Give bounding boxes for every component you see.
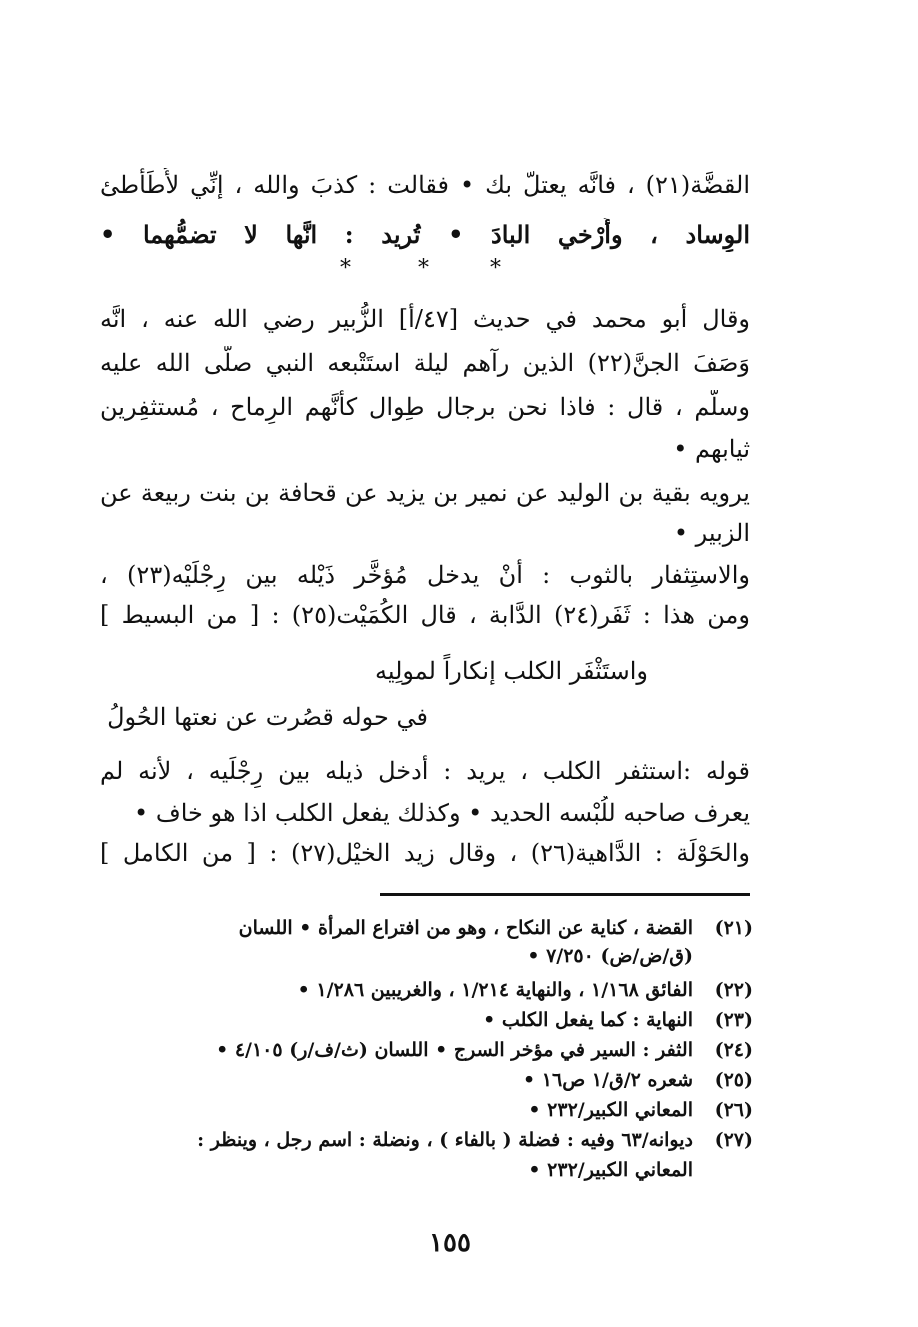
footnote-number: (٢٥) bbox=[714, 1069, 753, 1091]
footnote-text: المعاني الكبير/٢٣٢ • bbox=[528, 1099, 693, 1121]
footnote-continuation bbox=[0, 1156, 918, 1184]
footnote bbox=[0, 914, 918, 942]
footnote bbox=[0, 976, 918, 1004]
footnote-number: (٢٦) bbox=[714, 1099, 753, 1121]
footnote-text: القضة ، كناية عن النكاح ، وهو من افتراع المرأة • اللسان bbox=[238, 917, 693, 939]
footnote-text: الفائق ١/١٦٨ ، والنهاية ١/٢١٤ ، والغريبين ١/٢٨٦ • bbox=[297, 979, 693, 1001]
text-line: والاستِثفار بالثوب : أنْ يدخل مُؤخَّر ذَيْله بين رِجْلَيْه(٢٣) ، bbox=[100, 561, 750, 589]
text-line: والحَوْلَة : الدَّاهية(٢٦) ، وقال زيد الخيْل(٢٧) : [ من الكامل ] bbox=[100, 839, 750, 867]
footnote bbox=[0, 1006, 918, 1034]
text-line: يرويه بقية بن الوليد عن نمير بن يزيد عن قحافة بن بنت ربيعة عن bbox=[100, 479, 750, 507]
text-line: وَصَفَ الجنَّ(٢٢) الذين رآهم ليلة استَتْبعه النبي صلّى الله عليه bbox=[100, 349, 750, 377]
footnote-text: ديوانه/٦٣ وفيه : فضلة ( بالفاء ) ، ونضلة : اسم رجل ، وينظر : bbox=[197, 1129, 693, 1151]
footnote bbox=[0, 1066, 918, 1094]
star-icon: * bbox=[490, 256, 501, 281]
footnote-text: النهاية : كما يفعل الكلب • bbox=[483, 1009, 693, 1031]
verse-hemistich: في حوله قصُرت عن نعتها الحُولُ bbox=[107, 703, 428, 731]
footnote-number: (٢٧) bbox=[714, 1129, 753, 1151]
text-line: ومن هذا : ثَفَر(٢٤) الدَّابة ، قال الكُمَيْت(٢٥) : [ من البسيط ] bbox=[100, 601, 750, 629]
verse-hemistich: واستَثْفَر الكلب إنكاراً لمولِيه bbox=[374, 657, 648, 685]
text-line: القضَّة(٢١) ، فانَّه يعتلّ بك • فقالت : كذبَ والله ، إنِّي لأُطَأطئ bbox=[100, 171, 750, 199]
text-line: الوِساد ، وأُرْخي البادَ • تُريد : انَّها لا تضمُّهما • bbox=[100, 220, 750, 249]
star-icon: * bbox=[418, 256, 429, 281]
footnote-number: (٢٢) bbox=[714, 979, 753, 1001]
text-line: يعرف صاحبه للُبْسه الحديد • وكذلك يفعل الكلب اذا هو خاف • bbox=[134, 799, 750, 827]
footnote-divider bbox=[380, 893, 750, 896]
footnote-text: الثفر : السير في مؤخر السرج • اللسان (ث/ف/ر) ٤/١٠٥ • bbox=[216, 1039, 693, 1061]
footnote-text: المعاني الكبير/٢٣٢ • bbox=[528, 1159, 693, 1181]
star-icon: * bbox=[340, 256, 351, 281]
footnote bbox=[0, 1096, 918, 1124]
footnote-text: (ق/ض/ض) ٧/٢٥٠ • bbox=[527, 945, 693, 967]
footnote-continuation bbox=[0, 942, 918, 970]
footnote-number: (٢٣) bbox=[714, 1009, 753, 1031]
section-separator bbox=[330, 254, 530, 284]
footnote bbox=[0, 1126, 918, 1154]
footnote-number: (٢٤) bbox=[714, 1039, 753, 1061]
text-line: وسلَّم ، قال : فاذا نحن برجال طِوال كأنَّهم الرِماح ، مُستثفِرين bbox=[100, 393, 750, 421]
text-line: ثيابهم • bbox=[673, 435, 750, 463]
text-line: وقال أبو محمد في حديث [٤٧/أ] الزُّبير رضي الله عنه ، انَّه bbox=[100, 305, 750, 333]
footnote-number: (٢١) bbox=[714, 917, 753, 939]
footnote bbox=[0, 1036, 918, 1064]
page-number: ١٥٥ bbox=[429, 1228, 471, 1258]
text-line: الزبير • bbox=[673, 519, 750, 547]
text-line: قوله :استثفر الكلب ، يريد : أدخل ذيله بين رِجْلَيه ، لأنه لم bbox=[100, 757, 750, 785]
footnote-text: شعره ٢/ق/١ ص١٦ • bbox=[523, 1069, 693, 1091]
